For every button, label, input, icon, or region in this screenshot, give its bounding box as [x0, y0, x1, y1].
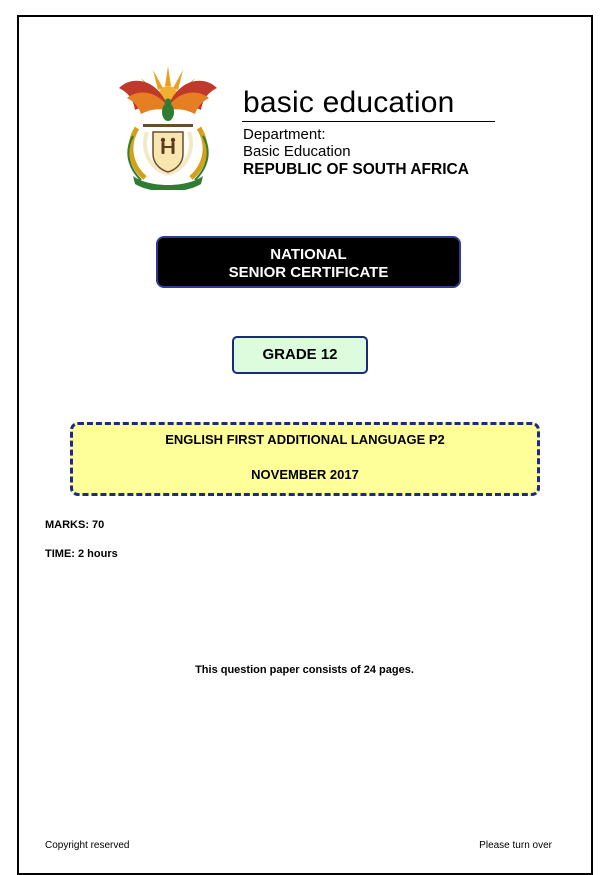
grade-box: GRADE 12	[232, 336, 368, 374]
footer-turn-over: Please turn over	[479, 840, 552, 851]
subject-title: ENGLISH FIRST ADDITIONAL LANGUAGE P2	[165, 432, 445, 447]
time-info: TIME: 2 hours	[45, 548, 118, 560]
certificate-line1: NATIONAL	[270, 246, 347, 263]
marks-info: MARKS: 70	[45, 519, 105, 531]
brand-name: basic education	[243, 86, 455, 119]
footer-copyright: Copyright reserved	[45, 840, 130, 851]
department-name: Basic Education	[243, 143, 351, 160]
coat-of-arms-icon	[113, 58, 223, 190]
pages-note: This question paper consists of 24 pages.	[195, 664, 414, 676]
department-label: Department:	[243, 126, 326, 143]
certificate-line2: SENIOR CERTIFICATE	[228, 264, 389, 281]
brand-divider	[242, 121, 495, 122]
country-name: REPUBLIC OF SOUTH AFRICA	[243, 161, 469, 178]
subject-box	[70, 422, 540, 496]
certificate-box	[156, 236, 461, 288]
exam-session: NOVEMBER 2017	[251, 467, 359, 482]
